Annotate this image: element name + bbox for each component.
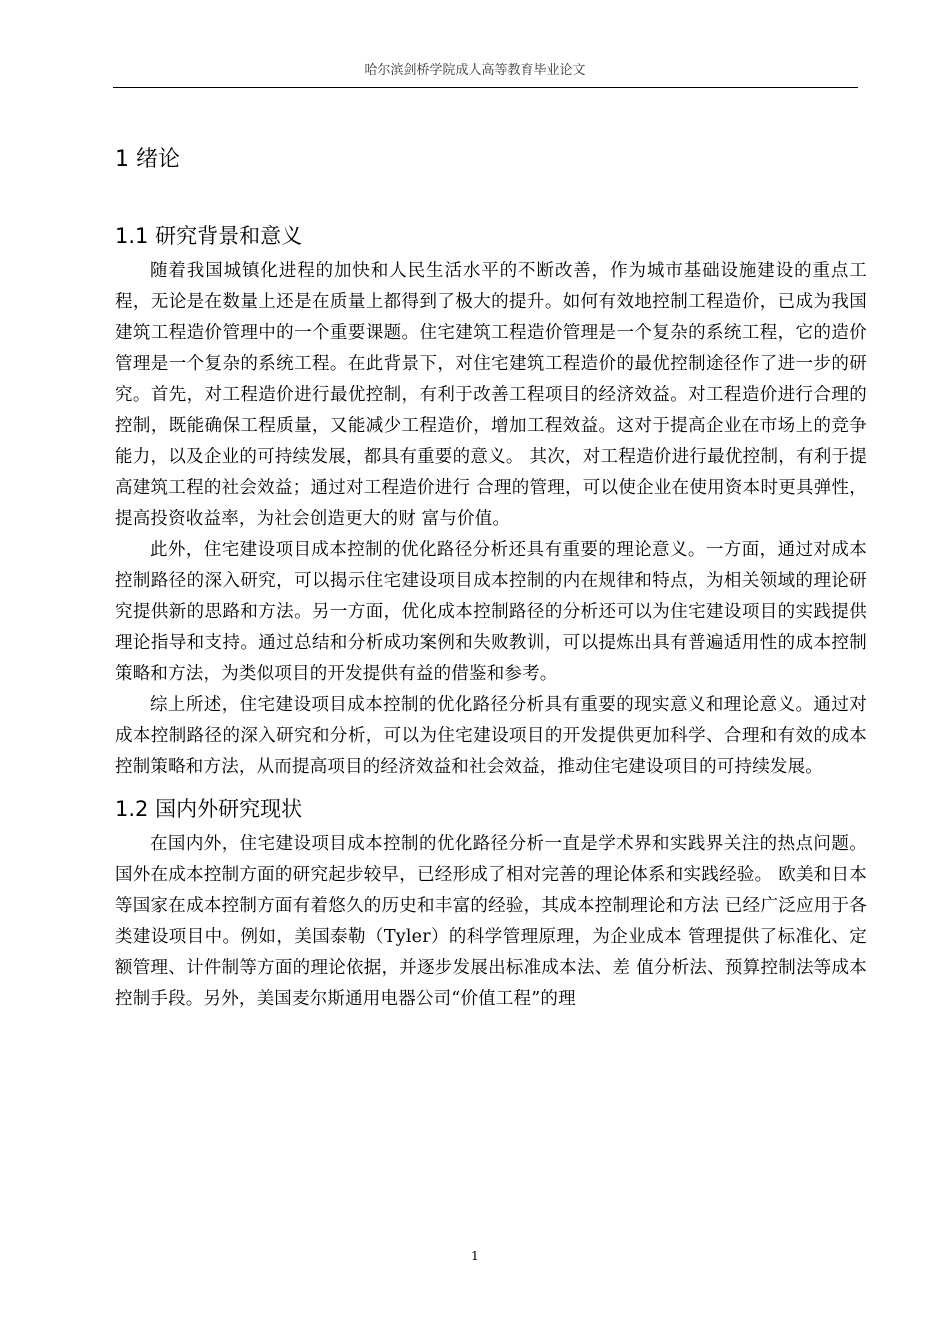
paragraph: 综上所述，住宅建设项目成本控制的优化路径分析具有重要的现实意义和理论意义。通过对成本控制路径的深入研究和分析，可以为住宅建设项目的开发提供更加科学、合理和有效的成本控制策略和方法，从而提高项目的经济效益和社会效益，推动住宅建设项目的可持续发展。: [115, 695, 867, 777]
paragraph: 此外，住宅建设项目成本控制的优化路径分析还具有重要的理论意义。一方面，通过对成本控制路径的深入研究，可以揭示住宅建设项目成本控制的内在规律和特点，为相关领域的理论研究提供新的思路和方法。另一方面，优化成本控制路径的分析还可以为住宅建设项目的实践提供理论指导和支持。通过总结和分析成功案例和失败教训，可以提炼出具有普遍适用性的成本控制策略和方法，为类似项目的开发提供有益的借鉴和参考。: [115, 540, 867, 684]
header-divider: [113, 87, 858, 88]
chapter-title: 1 绪论: [115, 147, 180, 172]
paragraph: 随着我国城镇化进程的加快和人民生活水平的不断改善，作为城市基础设施建设的重点工程，无论是在数量上还是在质量上都得到了极大的提升。如何有效地控制工程造价，已成为我国建筑工程造价管理中的一个重要课题。住宅建筑工程造价管理是一个复杂的系统工程，它的造价管理是一个复杂的系统工程。在此背景下，对住宅建筑工程造价的最优控制途径作了进一步的研究。首先，对工程造价进行最优控制，有利于改善工程项目的经济效益。对工程造价进行合理的控制，既能确保工程质量，又能减少工程造价，增加工程效益。这对于提高企业在市场上的竞争能力，以及企业的可持续发展，都具有重要的意义。 其次，对工程造价进行最优控制，有利于提高建筑工程的社会效益；通过对工程造价进行 合理的管理，可以使企业在使用资本时更具弹性，提高投资收益率，为社会创造更大的财 富与价值。: [115, 261, 867, 529]
document-body: [115, 140, 867, 1015]
paragraph: 在国内外，住宅建设项目成本控制的优化路径分析一直是学术界和实践界关注的热点问题。国外在成本控制方面的研究起步较早，已经形成了相对完善的理论体系和实践经验。 欧美和日本等国家在成本控制方面有着悠久的历史和丰富的经验，其成本控制理论和方法 已经广泛应用于各类建设项目中。例如，美国泰勒（Tyler）的科学管理原理，为企业成本 管理提供了标准化、定额管理、计件制等方面的理论依据，并逐步发展出标准成本法、差 值分析法、预算控制法等成本控制手段。另外，美国麦尔斯通用电器公司“价值工程”的理: [115, 834, 867, 1009]
section-title-1-2: 1.2 国内外研究现状: [115, 797, 303, 821]
section-title-1-1: 1.1 研究背景和意义: [115, 224, 303, 248]
page-header: 哈尔滨剑桥学院成人高等教育毕业论文: [364, 63, 586, 78]
page-number: 1: [471, 1249, 479, 1263]
